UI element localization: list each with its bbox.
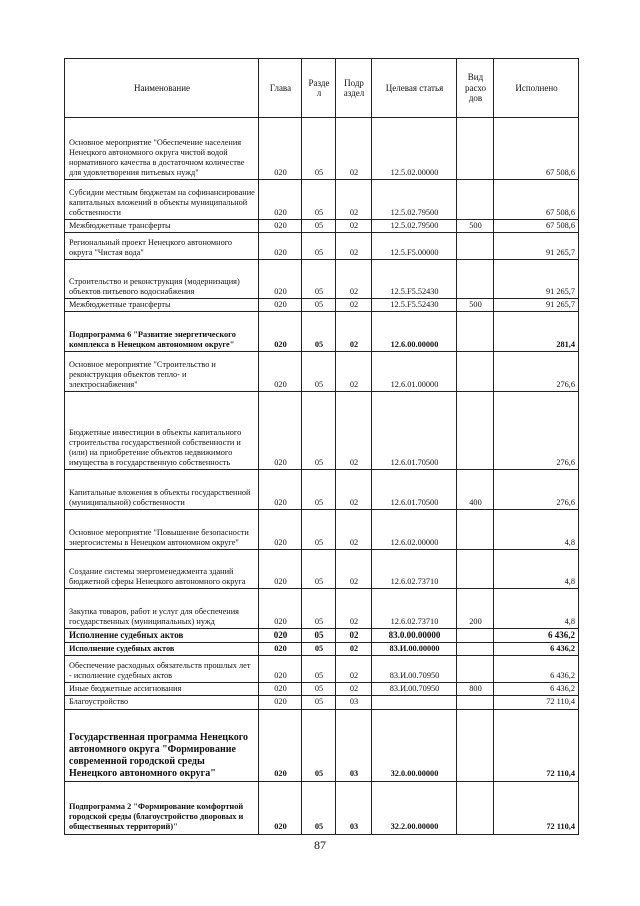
cell-podrazdel: 02 — [336, 629, 372, 643]
cell-statya: 32.0.00.00000 — [372, 709, 457, 781]
table-header-row — [65, 59, 579, 118]
cell-vid — [457, 781, 494, 834]
cell-podrazdel: 02 — [336, 643, 372, 656]
cell-podrazdel: 03 — [336, 781, 372, 834]
cell-vid — [457, 312, 494, 352]
cell-statya: 12.6.01.00000 — [372, 352, 457, 392]
cell-statya: 12.6.01.70500 — [372, 392, 457, 470]
cell-statya: 32.2.00.00000 — [372, 781, 457, 834]
cell-podrazdel: 03 — [336, 696, 372, 709]
table-row — [65, 781, 579, 834]
cell-razdel: 05 — [302, 220, 336, 233]
cell-statya: 12.5.F5.52430 — [372, 299, 457, 312]
cell-vid — [457, 352, 494, 392]
cell-podrazdel: 02 — [336, 118, 372, 180]
cell-statya: 83.И.00.70950 — [372, 683, 457, 696]
cell-name: Подпрограмма 2 "Формирование комфортной городской среды (благоустройство дворовых и общественных территорий)" — [65, 781, 259, 834]
cell-podrazdel: 02 — [336, 352, 372, 392]
cell-podrazdel: 02 — [336, 510, 372, 550]
cell-glava: 020 — [259, 470, 302, 510]
cell-podrazdel: 02 — [336, 260, 372, 299]
table-row — [65, 510, 579, 550]
cell-razdel: 05 — [302, 118, 336, 180]
cell-razdel: 05 — [302, 180, 336, 220]
cell-podrazdel: 02 — [336, 683, 372, 696]
cell-razdel: 05 — [302, 352, 336, 392]
table-row — [65, 683, 579, 696]
cell-name: Исполнение судебных актов — [65, 629, 259, 643]
cell-razdel: 05 — [302, 629, 336, 643]
cell-name: Капитальные вложения в объекты государственной (муниципальной) собственности — [65, 470, 259, 510]
cell-name: Иные бюджетные ассигнования — [65, 683, 259, 696]
table-row — [65, 470, 579, 510]
cell-glava: 020 — [259, 643, 302, 656]
header-vid: Вид расхо дов — [457, 59, 494, 118]
cell-statya: 12.5.02.79500 — [372, 220, 457, 233]
cell-glava: 020 — [259, 589, 302, 629]
cell-podrazdel: 02 — [336, 470, 372, 510]
cell-vid — [457, 656, 494, 683]
cell-podrazdel: 02 — [336, 299, 372, 312]
cell-amount: 91 265,7 — [494, 299, 579, 312]
cell-vid: 800 — [457, 683, 494, 696]
cell-glava: 020 — [259, 180, 302, 220]
cell-glava: 020 — [259, 233, 302, 260]
cell-statya: 83.И.00.70950 — [372, 656, 457, 683]
cell-razdel: 05 — [302, 260, 336, 299]
cell-name: Основное мероприятие "Обеспечение населения Ненецкого автономного округа чистой водой нормативного качества в достаточном количестве для удовлетворения питьевых нужд" — [65, 118, 259, 180]
table-row — [65, 629, 579, 643]
cell-amount: 72 110,4 — [494, 709, 579, 781]
cell-vid: 400 — [457, 470, 494, 510]
table-row — [65, 233, 579, 260]
cell-name: Бюджетные инвестиции в объекты капитального строительства государственной собственности и (или) на приобретение объектов недвижимого имущества в государственную собственность — [65, 392, 259, 470]
table-row — [65, 312, 579, 352]
budget-table — [64, 58, 579, 835]
cell-name: Закупка товаров, работ и услуг для обеспечения государственных (муниципальных) нужд — [65, 589, 259, 629]
cell-amount: 6 436,2 — [494, 683, 579, 696]
cell-vid — [457, 643, 494, 656]
cell-glava: 020 — [259, 781, 302, 834]
cell-statya: 12.6.02.00000 — [372, 510, 457, 550]
cell-amount: 67 508,6 — [494, 220, 579, 233]
cell-vid — [457, 233, 494, 260]
cell-amount: 276,6 — [494, 352, 579, 392]
cell-glava: 020 — [259, 656, 302, 683]
table-row — [65, 696, 579, 709]
cell-podrazdel: 02 — [336, 233, 372, 260]
cell-razdel: 05 — [302, 550, 336, 589]
cell-razdel: 05 — [302, 589, 336, 629]
cell-statya: 12.5.02.00000 — [372, 118, 457, 180]
cell-razdel: 05 — [302, 781, 336, 834]
table-row — [65, 118, 579, 180]
cell-statya: 12.6.01.70500 — [372, 470, 457, 510]
cell-podrazdel: 02 — [336, 312, 372, 352]
cell-name: Межбюджетные трансферты — [65, 299, 259, 312]
cell-name: Исполнение судебных актов — [65, 643, 259, 656]
cell-statya: 12.5.F5.52430 — [372, 260, 457, 299]
cell-name: Обеспечение расходных обязательств прошлых лет - исполнение судебных актов — [65, 656, 259, 683]
cell-statya: 83.И.00.00000 — [372, 643, 457, 656]
cell-glava: 020 — [259, 260, 302, 299]
header-statya: Целевая статья — [372, 59, 457, 118]
cell-statya: 12.6.02.73710 — [372, 589, 457, 629]
cell-statya: 12.6.00.00000 — [372, 312, 457, 352]
cell-name: Благоустройство — [65, 696, 259, 709]
cell-statya: 12.5.F5.00000 — [372, 233, 457, 260]
cell-vid: 500 — [457, 299, 494, 312]
cell-glava: 020 — [259, 550, 302, 589]
cell-glava: 020 — [259, 709, 302, 781]
cell-podrazdel: 02 — [336, 656, 372, 683]
cell-vid — [457, 550, 494, 589]
cell-amount: 4,8 — [494, 550, 579, 589]
cell-amount: 276,6 — [494, 470, 579, 510]
cell-amount: 91 265,7 — [494, 233, 579, 260]
cell-podrazdel: 02 — [336, 589, 372, 629]
page-number: 87 — [314, 838, 326, 852]
cell-podrazdel: 02 — [336, 180, 372, 220]
cell-name: Субсидии местным бюджетам на софинансирование капитальных вложений в объекты муниципальной собственности — [65, 180, 259, 220]
cell-name: Создание системы энергоменеджмента зданий бюджетной сферы Ненецкого автономного округа — [65, 550, 259, 589]
table-row — [65, 589, 579, 629]
cell-podrazdel: 02 — [336, 550, 372, 589]
cell-razdel: 05 — [302, 470, 336, 510]
table-row — [65, 352, 579, 392]
cell-glava: 020 — [259, 683, 302, 696]
cell-vid — [457, 510, 494, 550]
cell-glava: 020 — [259, 629, 302, 643]
cell-amount: 91 265,7 — [494, 260, 579, 299]
cell-vid — [457, 260, 494, 299]
cell-glava: 020 — [259, 510, 302, 550]
cell-vid — [457, 118, 494, 180]
table-row — [65, 299, 579, 312]
cell-name: Строительство и реконструкция (модернизация) объектов питьевого водоснабжения — [65, 260, 259, 299]
cell-razdel: 05 — [302, 696, 336, 709]
cell-razdel: 05 — [302, 312, 336, 352]
cell-statya: 12.6.02.73710 — [372, 550, 457, 589]
cell-name: Подпрограмма 6 "Развитие энергетического комплекса в Ненецком автономном округе" — [65, 312, 259, 352]
cell-amount: 67 508,6 — [494, 118, 579, 180]
cell-name: Региональный проект Ненецкого автономного округа "Чистая вода" — [65, 233, 259, 260]
cell-podrazdel: 02 — [336, 392, 372, 470]
table-row — [65, 392, 579, 470]
cell-glava: 020 — [259, 118, 302, 180]
cell-amount: 4,8 — [494, 589, 579, 629]
cell-razdel: 05 — [302, 643, 336, 656]
cell-amount: 72 110,4 — [494, 696, 579, 709]
cell-glava: 020 — [259, 392, 302, 470]
cell-razdel: 05 — [302, 683, 336, 696]
cell-vid — [457, 709, 494, 781]
cell-amount: 276,6 — [494, 392, 579, 470]
cell-amount: 6 436,2 — [494, 656, 579, 683]
cell-name: Государственная программа Ненецкого автономного округа "Формирование современной городской среды Ненецкого автономного округа" — [65, 709, 259, 781]
cell-razdel: 05 — [302, 299, 336, 312]
header-glava: Глава — [259, 59, 302, 118]
table-row — [65, 709, 579, 781]
table-row — [65, 656, 579, 683]
table-row — [65, 550, 579, 589]
cell-razdel: 05 — [302, 233, 336, 260]
cell-vid: 500 — [457, 220, 494, 233]
cell-name: Межбюджетные трансферты — [65, 220, 259, 233]
cell-glava: 020 — [259, 220, 302, 233]
cell-glava: 020 — [259, 299, 302, 312]
table-row — [65, 643, 579, 656]
header-amount: Исполнено — [494, 59, 579, 118]
cell-podrazdel: 02 — [336, 220, 372, 233]
cell-razdel: 05 — [302, 709, 336, 781]
cell-glava: 020 — [259, 312, 302, 352]
cell-statya: 12.5.02.79500 — [372, 180, 457, 220]
header-razdel: Разде л — [302, 59, 336, 118]
cell-name: Основное мероприятие "Повышение безопасности энергосистемы в Ненецком автономном округе" — [65, 510, 259, 550]
cell-amount: 72 110,4 — [494, 781, 579, 834]
cell-statya: 83.0.00.00000 — [372, 629, 457, 643]
cell-vid — [457, 180, 494, 220]
cell-amount: 6 436,2 — [494, 643, 579, 656]
header-name: Наименование — [65, 59, 259, 118]
table-row — [65, 220, 579, 233]
cell-amount: 4,8 — [494, 510, 579, 550]
table-body — [65, 118, 579, 835]
header-podrazdel: Подр аздел — [336, 59, 372, 118]
cell-amount: 6 436,2 — [494, 629, 579, 643]
cell-vid — [457, 696, 494, 709]
table-row — [65, 260, 579, 299]
cell-glava: 020 — [259, 352, 302, 392]
cell-amount: 67 508,6 — [494, 180, 579, 220]
cell-razdel: 05 — [302, 656, 336, 683]
cell-amount: 281,4 — [494, 312, 579, 352]
cell-razdel: 05 — [302, 510, 336, 550]
cell-vid — [457, 629, 494, 643]
cell-vid — [457, 392, 494, 470]
cell-name: Основное мероприятие "Строительство и реконструкция объектов тепло- и электроснабжения" — [65, 352, 259, 392]
cell-statya — [372, 696, 457, 709]
cell-podrazdel: 03 — [336, 709, 372, 781]
cell-glava: 020 — [259, 696, 302, 709]
cell-razdel: 05 — [302, 392, 336, 470]
table-row — [65, 180, 579, 220]
cell-vid: 200 — [457, 589, 494, 629]
